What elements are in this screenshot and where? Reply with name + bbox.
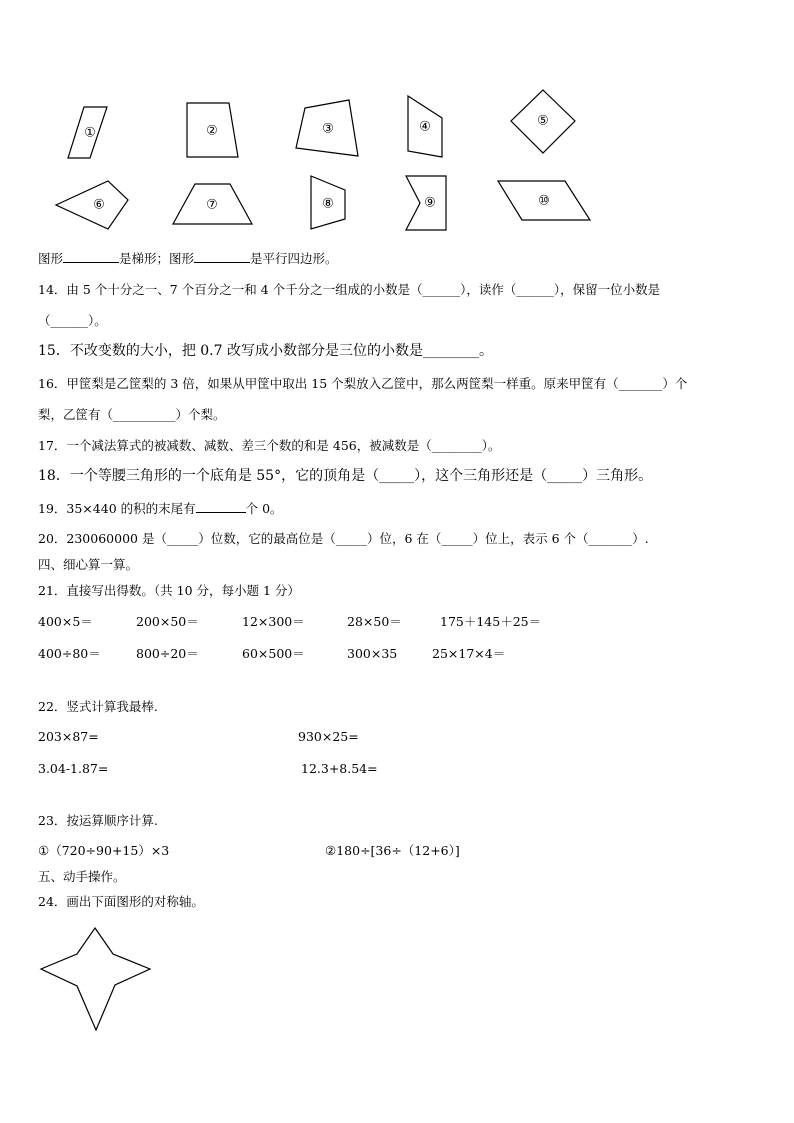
q21-title: 21．直接写出得数。（共 10 分，每小题 1 分）: [38, 583, 300, 598]
q19-text-b: 个 0。: [245, 501, 283, 516]
q21-r2-c1: 400÷80＝: [38, 646, 101, 661]
q21-r1-c3: 12×300＝: [242, 614, 305, 629]
q17-text: 17．一个减法算式的被减数、减数、差三个数的和是 456，被减数是（________）。: [38, 438, 501, 453]
q22-item-3: 3.04-1.87=: [38, 761, 109, 776]
q24-text: 24．画出下面图形的对称轴。: [38, 894, 204, 909]
q16-line1: 16．甲筐梨是乙筐梨的 3 倍，如果从甲筐中取出 15 个梨放入乙筐中，那么两筐梨一样重。原来甲筐有（_______）个: [38, 376, 688, 391]
shape-6-label: ⑥: [93, 197, 105, 213]
q14-line1: 14．由 5 个十分之一、7 个百分之一和 4 个千分之一组成的小数是（______），读作（______），保留一位小数是: [38, 282, 661, 297]
q20-text: 20．230060000 是（_____）位数，它的最高位是（_____）位，6 在（_____）位上，表示 6 个（_______）.: [38, 531, 649, 546]
q14-line2: （______）。: [38, 313, 107, 328]
q23-item-2: ②180÷[36÷（12+6）]: [325, 843, 460, 858]
shape-9-label: ⑨: [424, 195, 436, 211]
q13-text-a: 图形: [38, 251, 64, 266]
q23-item-1: ①（720÷90+15）×3: [38, 843, 170, 858]
q13-text-c: 是平行四边形。: [250, 251, 338, 266]
star-shape: [41, 928, 150, 1030]
q21-r1-c4: 28×50＝: [347, 614, 402, 629]
shape-2-label: ②: [206, 123, 218, 139]
shapes-figure: [0, 0, 794, 240]
q21-r1-c5: 175＋145＋25＝: [440, 614, 542, 629]
shape-8-label: ⑧: [322, 196, 334, 212]
q13-text-b: 是梯形；图形: [119, 251, 195, 266]
six-point-star-figure: [0, 920, 200, 1040]
q23-title: 23．按运算顺序计算.: [38, 813, 158, 828]
shape-3-label: ③: [322, 121, 334, 137]
shape-1-label: ①: [84, 125, 96, 141]
q21-r2-c4: 300×35: [347, 646, 398, 661]
q19-text-a: 19．35×440 的积的末尾有: [38, 501, 196, 516]
q15-text: 15．不改变数的大小，把 0.7 改写成小数部分是三位的小数是________。: [38, 343, 493, 359]
q13-blank-parallelogram[interactable]: [194, 250, 250, 263]
q22-item-4: 12.3+8.54=: [301, 761, 378, 776]
shape-4-label: ④: [419, 119, 431, 135]
q19-blank[interactable]: [196, 500, 246, 513]
q22-title: 22．竖式计算我最棒.: [38, 699, 158, 714]
section-4-heading: 四、细心算一算。: [38, 557, 139, 572]
section-5-heading: 五、动手操作。: [38, 869, 126, 884]
q21-r2-c3: 60×500＝: [242, 646, 305, 661]
q18-text: 18．一个等腰三角形的一个底角是 55°，它的顶角是（_____），这个三角形还是（_____）三角形。: [38, 468, 653, 484]
q22-item-1: 203×87=: [38, 729, 99, 744]
shape-10-label: ⑩: [538, 193, 550, 209]
q19-line: [38, 500, 283, 517]
q13-blank-trapezoid[interactable]: [63, 250, 119, 263]
q21-r2-c2: 800÷20＝: [136, 646, 199, 661]
q22-item-2: 930×25=: [298, 729, 359, 744]
q21-r1-c2: 200×50＝: [136, 614, 199, 629]
shape-7-label: ⑦: [206, 197, 218, 213]
shape-6-kite: [56, 181, 128, 229]
q13-answer-line: [38, 250, 338, 267]
shape-5-label: ⑤: [537, 113, 549, 129]
q21-r2-c5: 25×17×4＝: [432, 646, 506, 661]
q16-line2: 梨，乙筐有（__________）个梨。: [38, 407, 226, 422]
q21-r1-c1: 400×5＝: [38, 614, 93, 629]
